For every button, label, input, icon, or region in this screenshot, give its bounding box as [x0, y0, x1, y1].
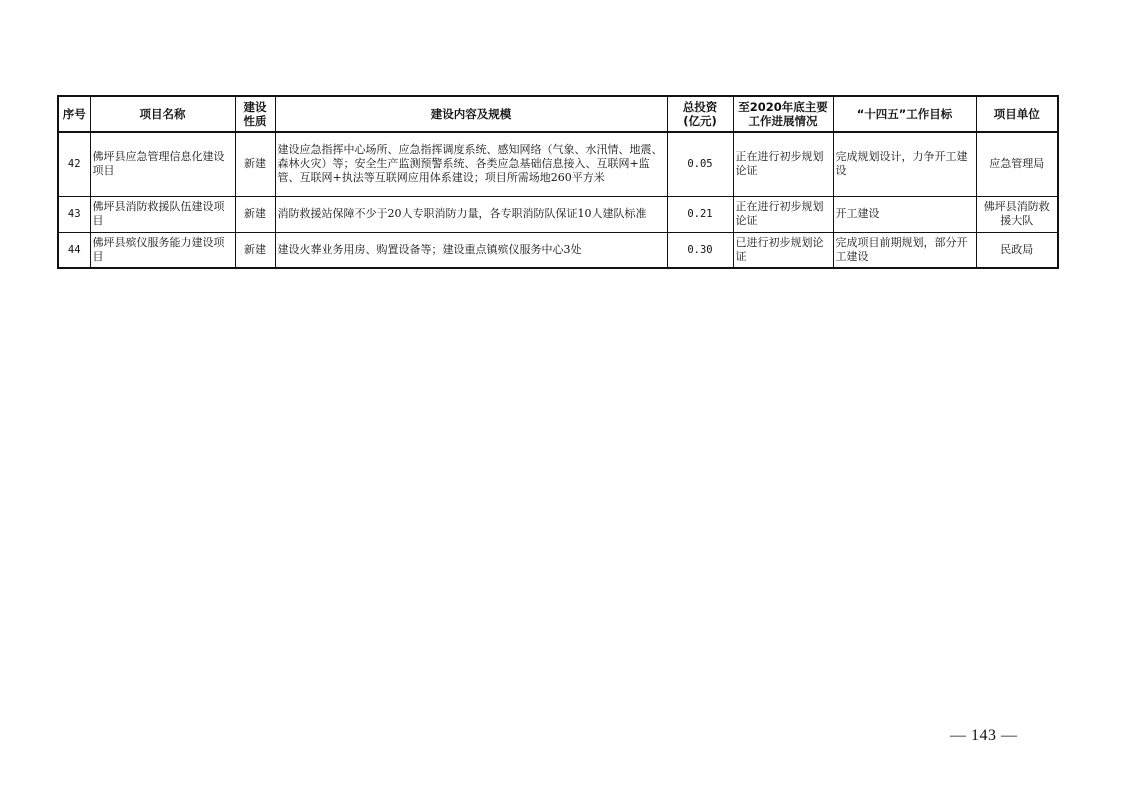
table-row [58, 196, 1058, 232]
cell-unit: 佛坪县消防救援大队 [976, 196, 1058, 232]
table-row [58, 232, 1058, 268]
cell-progress: 正在进行初步规划论证 [733, 196, 833, 232]
cell-target: 开工建设 [833, 196, 976, 232]
cell-progress: 正在进行初步规划论证 [733, 132, 833, 196]
cell-no: 44 [58, 232, 90, 268]
cell-investment: 0.21 [667, 196, 733, 232]
header-no: 序号 [58, 96, 90, 132]
cell-investment: 0.05 [667, 132, 733, 196]
project-table-container [57, 95, 1057, 269]
table-row [58, 132, 1058, 196]
header-investment [667, 96, 733, 132]
header-unit: 项目单位 [976, 96, 1058, 132]
header-nature [235, 96, 275, 132]
cell-unit: 民政局 [976, 232, 1058, 268]
header-progress-line1: 至2020年底主要 [738, 100, 828, 114]
cell-content: 建设应急指挥中心场所、应急指挥调度系统、感知网络（气象、水汛情、地震、森林火灾）等；安全生产监测预警系统、各类应急基础信息接入、互联网+监管、互联网+执法等互联网应用体系建设；项目所需场地260平方米 [275, 132, 667, 196]
header-name: 项目名称 [90, 96, 235, 132]
cell-target: 完成项目前期规划，部分开工建设 [833, 232, 976, 268]
page-number: — 143 — [950, 727, 1018, 744]
table-header-row [58, 96, 1058, 132]
cell-content: 建设火葬业务用房、购置设备等；建设重点镇殡仪服务中心3处 [275, 232, 667, 268]
header-nature-line1: 建设 [243, 100, 267, 114]
cell-nature: 新建 [235, 132, 275, 196]
cell-investment: 0.30 [667, 232, 733, 268]
cell-content: 消防救援站保障不少于20人专职消防力量，各专职消防队保证10人建队标准 [275, 196, 667, 232]
cell-no: 42 [58, 132, 90, 196]
header-nature-line2: 性质 [243, 114, 267, 128]
cell-name: 佛坪县应急管理信息化建设项目 [90, 132, 235, 196]
cell-progress: 已进行初步规划论证 [733, 232, 833, 268]
header-progress [733, 96, 833, 132]
header-progress-line2: 工作进展情况 [748, 114, 818, 128]
project-table [57, 95, 1059, 269]
cell-nature: 新建 [235, 196, 275, 232]
header-content: 建设内容及规模 [275, 96, 667, 132]
cell-nature: 新建 [235, 232, 275, 268]
header-investment-line2: (亿元) [683, 114, 717, 128]
cell-name: 佛坪县消防救援队伍建设项目 [90, 196, 235, 232]
cell-unit: 应急管理局 [976, 132, 1058, 196]
cell-no: 43 [58, 196, 90, 232]
header-investment-line1: 总投资 [682, 100, 718, 114]
header-target: “十四五”工作目标 [833, 96, 976, 132]
cell-name: 佛坪县殡仪服务能力建设项目 [90, 232, 235, 268]
cell-target: 完成规划设计，力争开工建设 [833, 132, 976, 196]
